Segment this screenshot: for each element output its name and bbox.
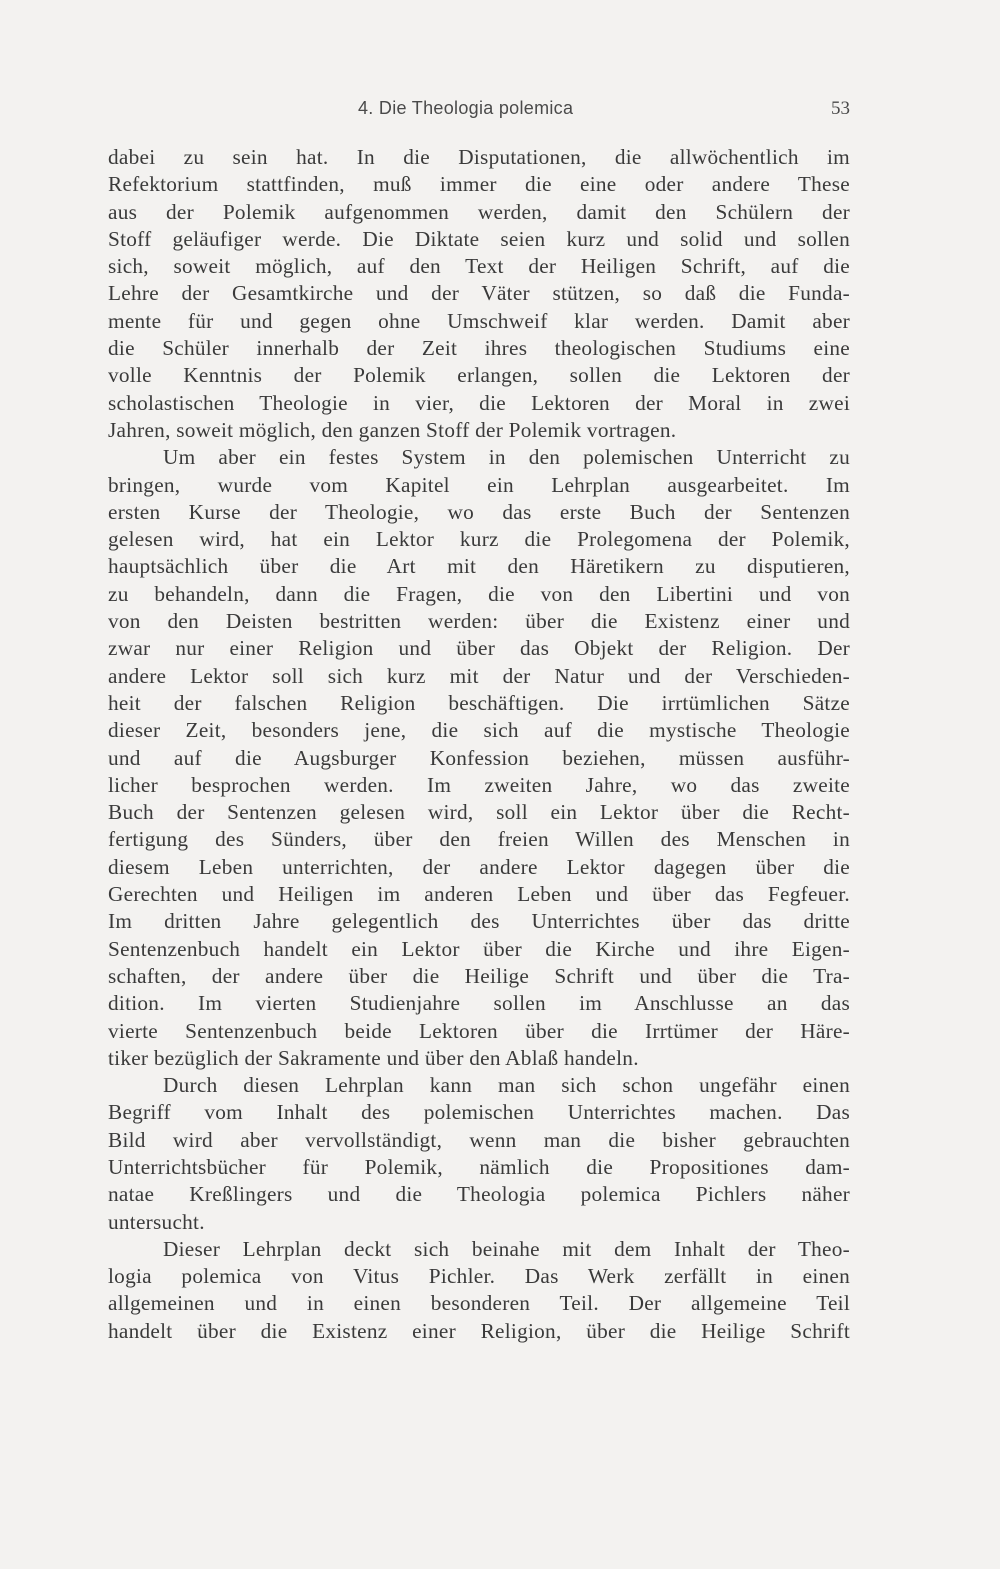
text-line: dition. Im vierten Studienjahre sollen im Anschlusse an das: [108, 991, 850, 1016]
text-line: Bild wird aber vervollständigt, wenn man die bisher gebrauchten: [108, 1127, 850, 1152]
body-text: [108, 144, 850, 1345]
text-line: Begriff vom Inhalt des polemischen Unterrichtes machen. Das: [108, 1100, 850, 1125]
text-line: handelt über die Existenz einer Religion, über die Heilige Schrift: [108, 1318, 850, 1343]
text-line: heit der falschen Religion beschäftigen. Die irrtümlichen Sätze: [108, 690, 850, 715]
text-line: Refektorium stattfinden, muß immer die eine oder andere These: [108, 172, 850, 197]
text-line: schaften, der andere über die Heilige Schrift und über die Tra-: [108, 963, 850, 988]
text-line: aus der Polemik aufgenommen werden, damit den Schülern der: [108, 199, 850, 224]
text-line: Buch der Sentenzen gelesen wird, soll ein Lektor über die Recht-: [108, 800, 850, 825]
text-line: diesem Leben unterrichten, der andere Lektor dagegen über die: [108, 854, 850, 879]
text-line: von den Deisten bestritten werden: über die Existenz einer und: [108, 609, 850, 634]
text-line: natae Kreßlingers und die Theologia polemica Pichlers näher: [108, 1182, 850, 1207]
text-line: gelesen wird, hat ein Lektor kurz die Prolegomena der Polemik,: [108, 527, 850, 552]
text-line: zwar nur einer Religion und über das Objekt der Religion. Der: [108, 636, 850, 661]
text-line: dabei zu sein hat. In die Disputationen, die allwöchentlich im: [108, 145, 850, 169]
text-line: die Schüler innerhalb der Zeit ihres theologischen Studiums eine: [108, 336, 850, 361]
text-line: Durch diesen Lehrplan kann man sich schon ungefähr einen: [163, 1073, 850, 1098]
text-line: tiker bezüglich der Sakramente und über den Ablaß handeln.: [108, 1045, 639, 1070]
text-line: Gerechten und Heiligen im anderen Leben und über das Fegfeuer.: [108, 882, 850, 907]
text-line: licher besprochen werden. Im zweiten Jahre, wo das zweite: [108, 772, 850, 797]
text-line: und auf die Augsburger Konfession beziehen, müssen ausführ-: [108, 745, 850, 770]
text-line: andere Lektor soll sich kurz mit der Natur und der Verschieden-: [108, 663, 850, 688]
text-line: zu behandeln, dann die Fragen, die von den Libertini und von: [108, 581, 850, 606]
text-line: dieser Zeit, besonders jene, die sich auf die mystische Theologie: [108, 718, 850, 743]
text-line: Lehre der Gesamtkirche und der Väter stützen, so daß die Funda-: [108, 281, 850, 306]
page-number: 53: [831, 98, 850, 119]
text-line: Dieser Lehrplan deckt sich beinahe mit dem Inhalt der Theo-: [163, 1236, 850, 1261]
text-line: Sentenzenbuch handelt ein Lektor über die Kirche und ihre Eigen-: [108, 936, 850, 961]
text-line: vierte Sentenzenbuch beide Lektoren über die Irrtümer der Häre-: [108, 1018, 850, 1043]
page-header: [108, 98, 850, 128]
text-line: allgemeinen und in einen besonderen Teil. Der allgemeine Teil: [108, 1291, 850, 1316]
text-line: Stoff geläufiger werde. Die Diktate seien kurz und solid und sollen: [108, 226, 850, 251]
text-line: hauptsächlich über die Art mit den Häretikern zu disputieren,: [108, 554, 850, 579]
text-line: Um aber ein festes System in den polemischen Unterricht zu: [163, 445, 850, 470]
text-line: bringen, wurde vom Kapitel ein Lehrplan ausgearbeitet. Im: [108, 472, 850, 497]
text-line: fertigung des Sünders, über den freien Willen des Menschen in: [108, 827, 850, 852]
text-line: Im dritten Jahre gelegentlich des Unterrichtes über das dritte: [108, 909, 850, 934]
text-line: logia polemica von Vitus Pichler. Das Werk zerfällt in einen: [108, 1264, 850, 1289]
running-title: 4. Die Theologia polemica: [358, 98, 574, 118]
text-line: Unterrichtsbücher für Polemik, nämlich die Propositiones dam-: [108, 1154, 850, 1179]
text-line: Jahren, soweit möglich, den ganzen Stoff der Polemik vortragen.: [108, 417, 677, 442]
text-line: mente für und gegen ohne Umschweif klar werden. Damit aber: [108, 308, 850, 333]
text-line: ersten Kurse der Theologie, wo das erste Buch der Sentenzen: [108, 499, 850, 524]
text-line: sich, soweit möglich, auf den Text der Heiligen Schrift, auf die: [108, 254, 850, 279]
text-line: volle Kenntnis der Polemik erlangen, sollen die Lektoren der: [108, 363, 850, 388]
text-line: untersucht.: [108, 1209, 205, 1234]
text-line: scholastischen Theologie in vier, die Lektoren der Moral in zwei: [108, 390, 850, 415]
